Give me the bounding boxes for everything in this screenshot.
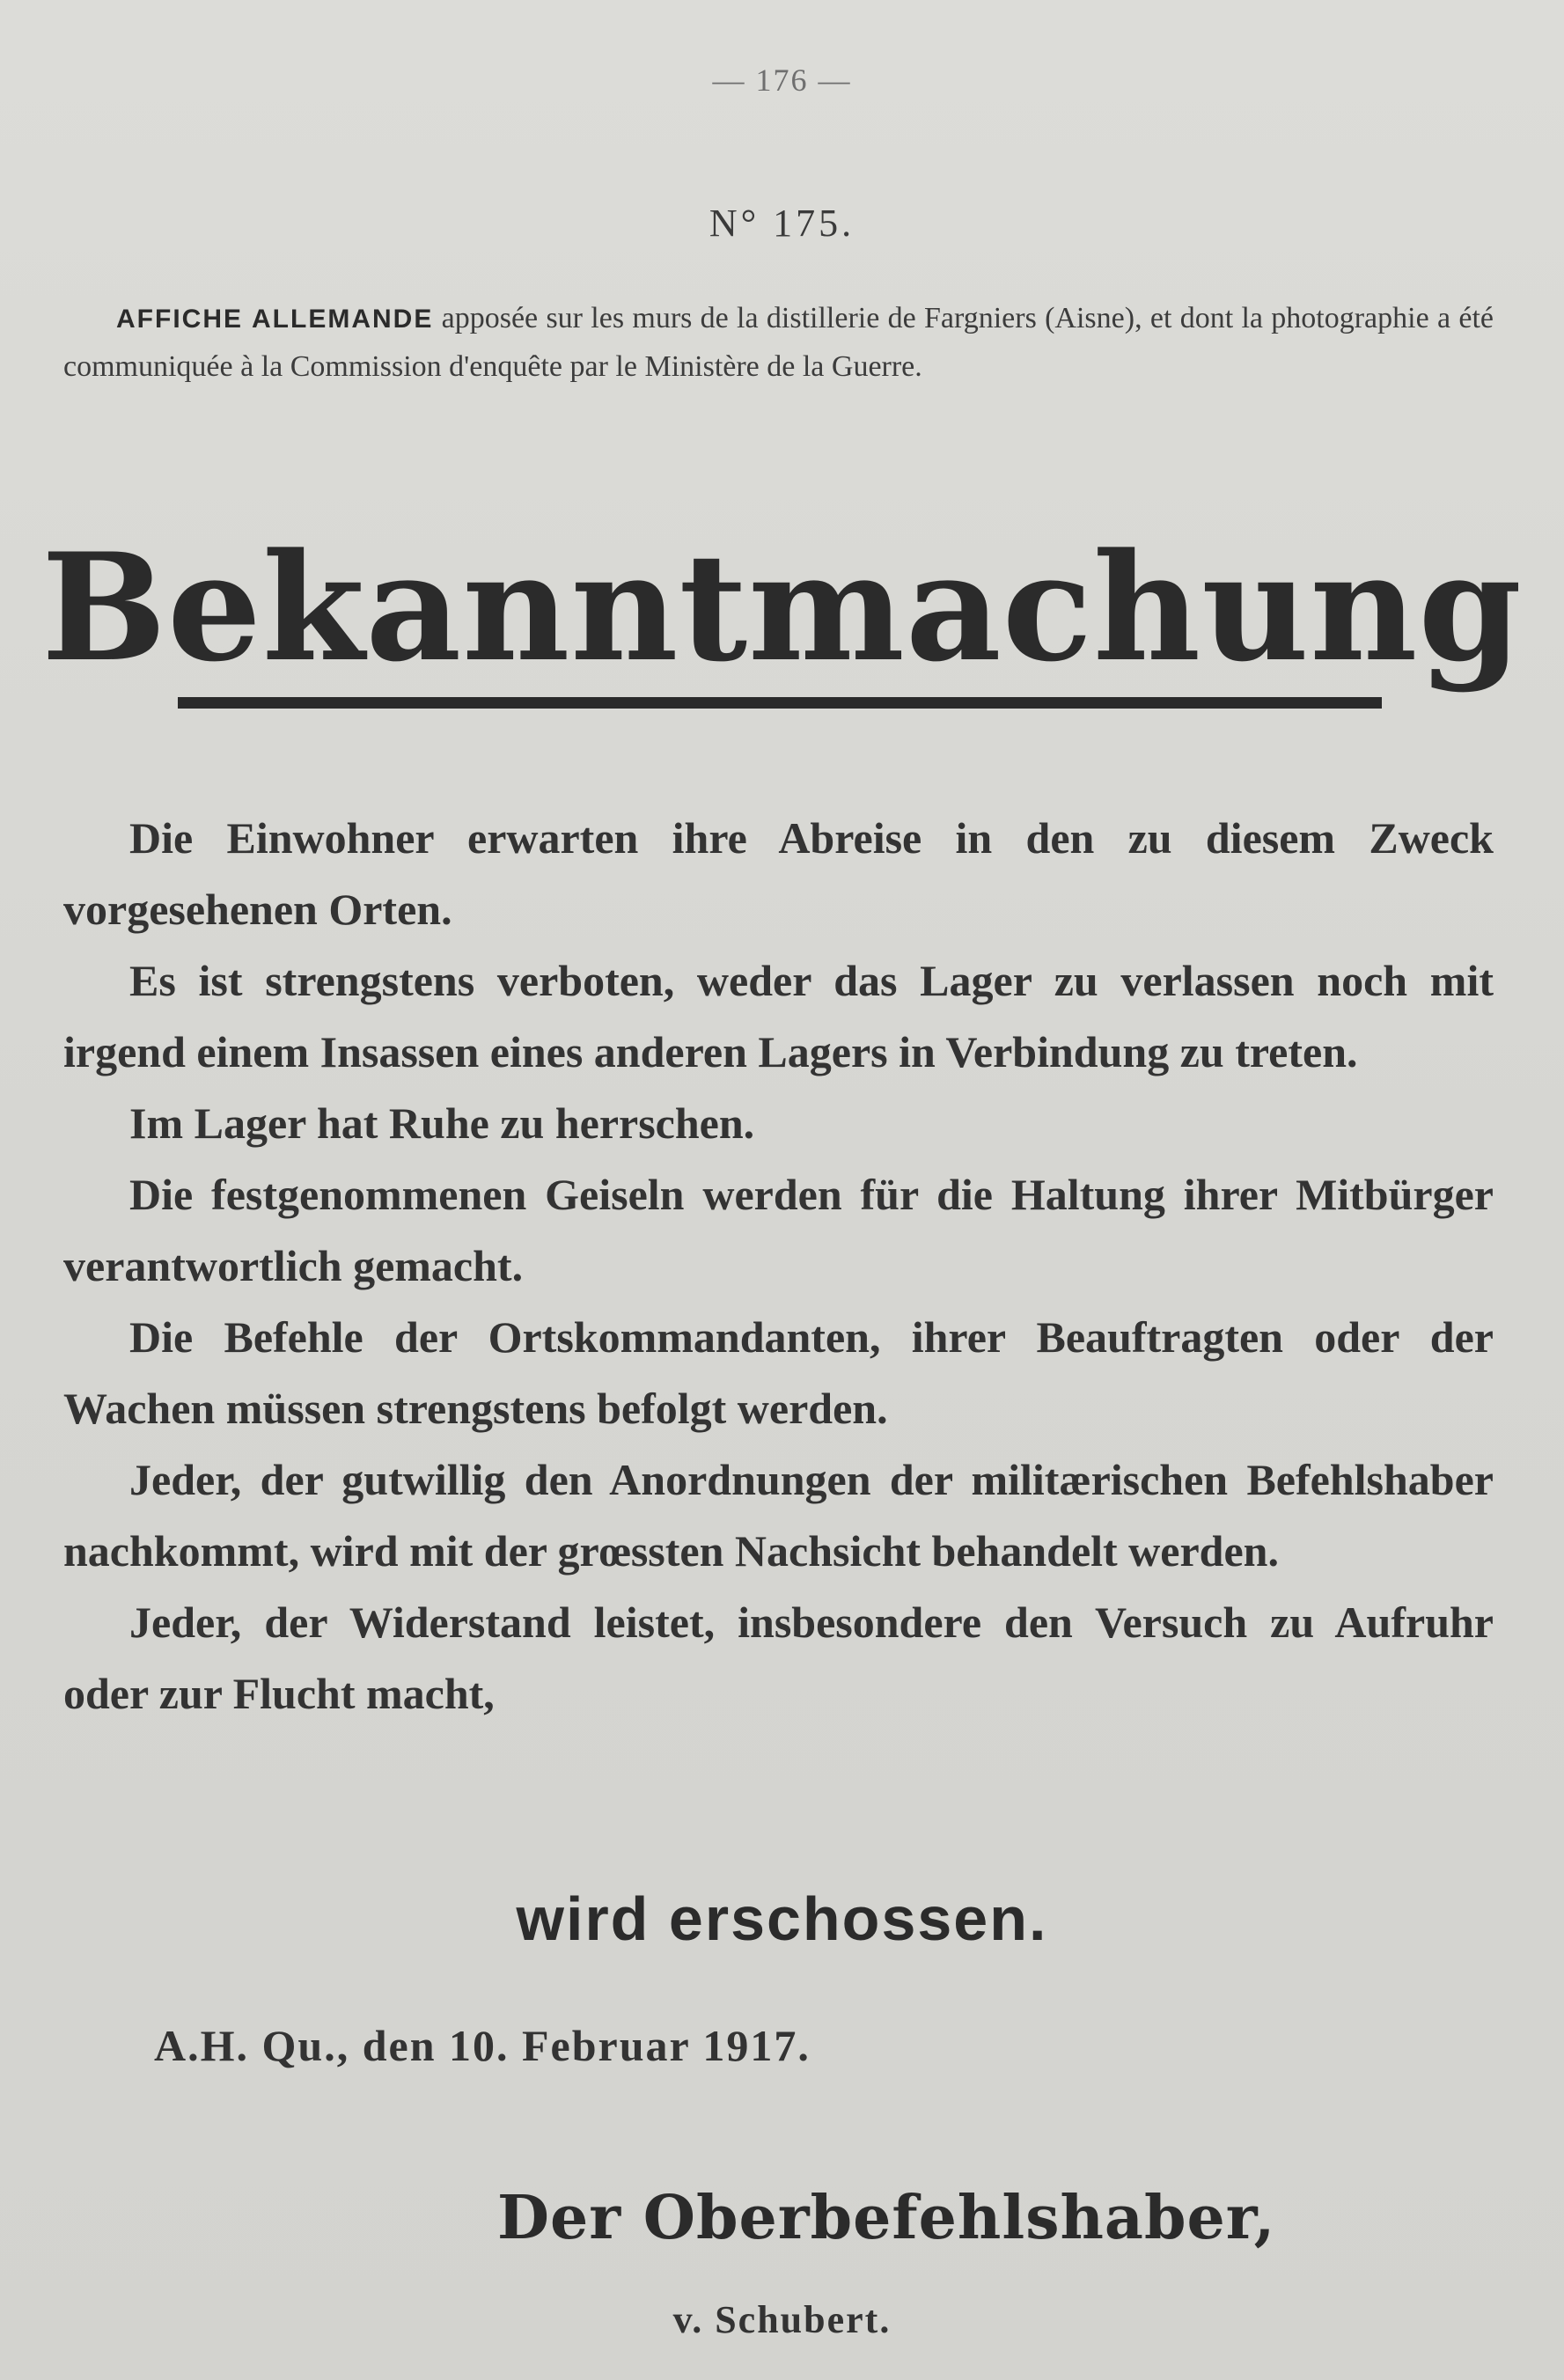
notice-title: Bekanntmachung bbox=[41, 520, 1523, 694]
intro-caption bbox=[63, 295, 1494, 391]
date-line: A.H. Qu., den 10. Februar 1917. bbox=[154, 2021, 811, 2070]
title-underline bbox=[178, 697, 1382, 709]
notice-paragraph: Die Einwohner erwarten ihre Abreise in den zu diesem Zweck vorgesehenen Orten. bbox=[63, 813, 1494, 934]
page-number: — 176 — bbox=[712, 62, 852, 98]
notice-paragraph: Im Lager hat Ruhe zu herrschen. bbox=[129, 1098, 755, 1148]
intro-caption-caps: AFFICHE ALLEMANDE bbox=[116, 305, 434, 334]
document-number: N° 175. bbox=[709, 202, 855, 245]
signer-name: v. Schubert. bbox=[672, 2298, 892, 2341]
notice-paragraph: Jeder, der Widerstand leistet, insbesondere den Versuch zu Aufruhr oder zur Flucht macht, bbox=[63, 1598, 1494, 1718]
notice-paragraph: Die festgenommenen Geiseln werden für die Haltung ihrer Mitbürger verantwortlich gemacht. bbox=[63, 1170, 1494, 1290]
verdict-line: wird erschossen. bbox=[516, 1884, 1048, 1953]
notice-body bbox=[63, 803, 1494, 1730]
intro-caption-text: apposée sur les murs de la distillerie de Fargniers (Aisne), et dont la photographie a été communiquée à la Commission d'enquête par le Ministère de la Guerre. bbox=[63, 302, 1494, 383]
notice-paragraph: Es ist strengstens verboten, weder das Lager zu verlassen noch mit irgend einem Insassen eines anderen Lagers in Verbindung zu treten. bbox=[63, 956, 1494, 1076]
commander-title: Der Oberbefehlshaber, bbox=[497, 2183, 1276, 2253]
notice-paragraph: Die Befehle der Ortskommandanten, ihrer Beauftragten oder der Wachen müssen strengstens befolgt werden. bbox=[63, 1312, 1494, 1433]
notice-paragraph: Jeder, der gutwillig den Anordnungen der militærischen Befehlshaber nachkommt, wird mit der grœssten Nachsicht behandelt werden. bbox=[63, 1455, 1494, 1576]
